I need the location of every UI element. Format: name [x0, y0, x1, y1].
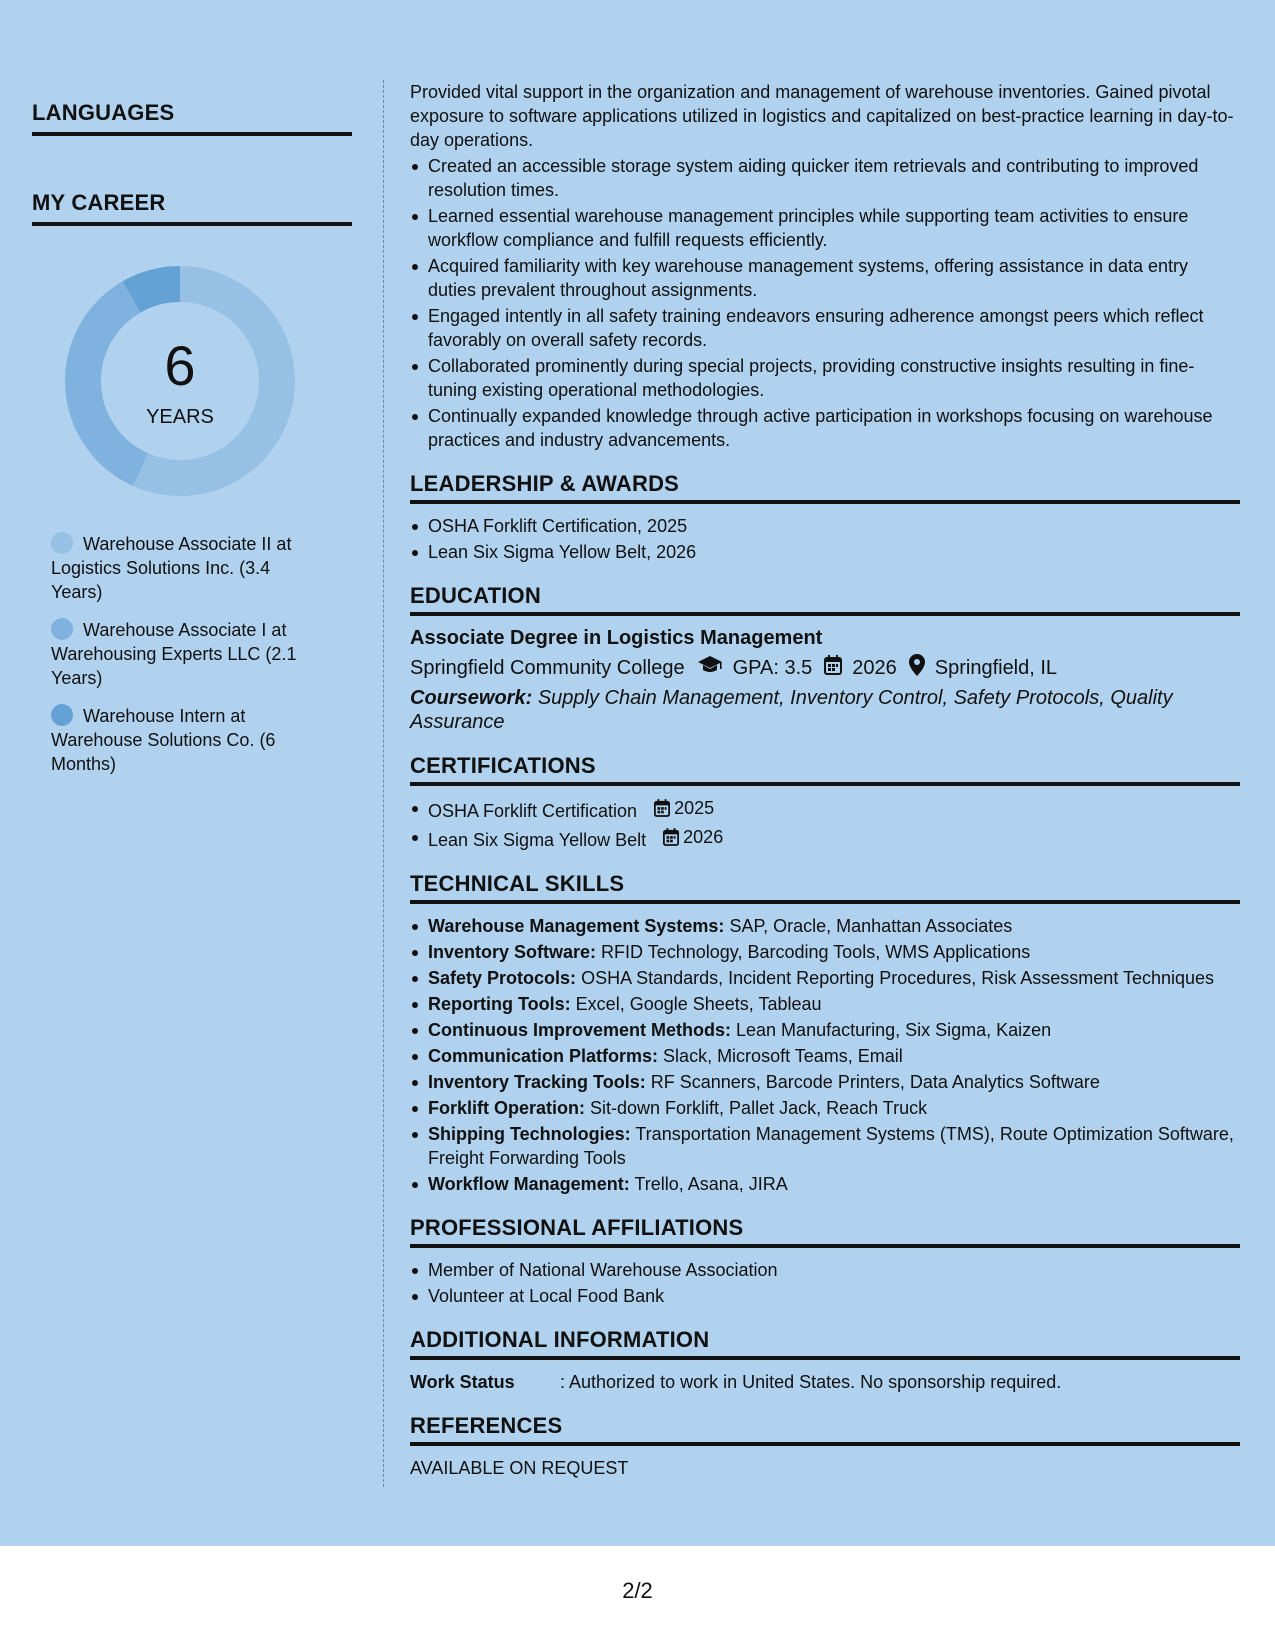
calendar-icon [824, 655, 842, 681]
list-item: Acquired familiarity with key warehouse management systems, offering assistance in data entry duties prevalent throughout assignments. [410, 254, 1240, 302]
list-item: Engaged intently in all safety training endeavors ensuring adherence amongst peers which reflect favorably on overall safety records. [410, 304, 1240, 352]
skill-label: Inventory Software: [428, 942, 597, 962]
certification-date [654, 796, 714, 820]
affiliations-list [410, 1258, 1240, 1308]
work-status-row [410, 1370, 1240, 1394]
skill-label: Communication Platforms: [428, 1046, 659, 1066]
list-item [410, 1018, 1240, 1042]
section-title-skills: TECHNICAL SKILLS [410, 872, 1240, 904]
certifications-list [410, 796, 1240, 852]
legend-dot-icon [51, 618, 73, 640]
languages-heading: LANGUAGES [32, 100, 352, 136]
list-item [410, 1096, 1240, 1120]
list-item [410, 825, 1240, 852]
list-item: Member of National Warehouse Association [410, 1258, 1240, 1282]
list-item: Volunteer at Local Food Bank [410, 1284, 1240, 1308]
skill-label: Reporting Tools: [428, 994, 571, 1014]
education-degree: Associate Degree in Logistics Management [410, 627, 823, 649]
career-heading: MY CAREER [32, 190, 352, 226]
list-item [410, 992, 1240, 1016]
sidebar [32, 100, 352, 790]
list-item: OSHA Forklift Certification, 2025 [410, 514, 1240, 538]
skill-value: Sit-down Forklift, Pallet Jack, Reach Truck [590, 1098, 928, 1118]
skill-value: Excel, Google Sheets, Tableau [575, 994, 822, 1014]
education-coursework [410, 686, 1240, 734]
skill-value: Transportation Management Systems (TMS), Route Optimization Software, Freight Forwarding Tools [428, 1124, 1234, 1168]
skill-value: OSHA Standards, Incident Reporting Procedures, Risk Assessment Techniques [581, 968, 1215, 988]
skills-list [410, 914, 1240, 1196]
skill-label: Inventory Tracking Tools: [428, 1072, 646, 1092]
list-item [410, 966, 1240, 990]
calendar-icon [663, 828, 679, 846]
donut-segment [132, 284, 181, 297]
list-item [410, 796, 1240, 823]
education-gpa: GPA: 3.5 [732, 657, 813, 679]
list-item [410, 1070, 1240, 1094]
skill-value: Lean Manufacturing, Six Sigma, Kaizen [736, 1020, 1052, 1040]
list-item: Created an accessible storage system aiding quicker item retrievals and contributing to improved resolution times. [410, 154, 1240, 202]
section-title-certifications: CERTIFICATIONS [410, 754, 1240, 786]
career-donut-chart [65, 266, 295, 496]
list-item [410, 940, 1240, 964]
section-title-additional: ADDITIONAL INFORMATION [410, 1328, 1240, 1360]
career-legend-label: Warehouse Intern at Warehouse Solutions Co. (6 Months) [51, 706, 276, 774]
skill-label: Workflow Management: [428, 1174, 630, 1194]
skill-label: Safety Protocols: [428, 968, 577, 988]
coursework-list: Supply Chain Management, Inventory Control, Safety Protocols, Quality Assurance [410, 687, 1173, 733]
career-legend-label: Warehouse Associate II at Logistics Solutions Inc. (3.4 Years) [51, 534, 292, 602]
section-title-leadership: LEADERSHIP & AWARDS [410, 472, 1240, 504]
references-text: AVAILABLE ON REQUEST [410, 1458, 629, 1478]
career-total-years: 6 [164, 334, 196, 397]
list-item: Collaborated prominently during special projects, providing constructive insights resulting in fine-tuning existing operational methodologies. [410, 354, 1240, 402]
work-status-label: Work Status [410, 1372, 515, 1392]
location-pin-icon [909, 654, 925, 682]
section-title-affiliations: PROFESSIONAL AFFILIATIONS [410, 1216, 1240, 1248]
calendar-icon [654, 799, 670, 817]
list-item: Lean Six Sigma Yellow Belt, 2026 [410, 540, 1240, 564]
list-item [410, 1172, 1240, 1196]
skill-label: Shipping Technologies: [428, 1124, 631, 1144]
coursework-label: Coursework: [410, 687, 533, 709]
education-school: Springfield Community College [410, 657, 685, 679]
list-item [410, 1122, 1240, 1170]
certification-name: OSHA Forklift Certification [428, 801, 638, 821]
certification-year: 2025 [674, 798, 715, 818]
career-legend-label: Warehouse Associate I at Warehousing Experts LLC (2.1 Years) [51, 620, 297, 688]
section-title-references: REFERENCES [410, 1414, 1240, 1446]
skill-value: Trello, Asana, JIRA [634, 1174, 788, 1194]
career-total-unit: YEARS [146, 406, 214, 428]
section-title-education: EDUCATION [410, 584, 1240, 616]
certification-name: Lean Six Sigma Yellow Belt [428, 830, 647, 850]
skill-label: Forklift Operation: [428, 1098, 585, 1118]
education-details [410, 654, 1240, 682]
skill-value: RFID Technology, Barcoding Tools, WMS Applications [601, 942, 1031, 962]
education-year: 2026 [852, 657, 897, 679]
skill-value: RF Scanners, Barcode Printers, Data Analytics Software [650, 1072, 1100, 1092]
leadership-list [410, 514, 1240, 564]
page-number: 2/2 [622, 1578, 653, 1603]
graduation-cap-icon [697, 655, 723, 681]
career-legend-item [51, 618, 321, 690]
experience-intro: Provided vital support in the organization and management of warehouse inventories. Gained pivotal exposure to software applications utilized in logistics and capitalized on best-practice learning in day-to-day operations. [410, 82, 1234, 150]
career-legend-item [51, 704, 321, 776]
list-item: Learned essential warehouse management principles while supporting team activities to ensure workflow compliance and fulfill requests efficiently. [410, 204, 1240, 252]
skill-label: Warehouse Management Systems: [428, 916, 725, 936]
main-column [410, 80, 1240, 1480]
legend-dot-icon [51, 532, 73, 554]
legend-dot-icon [51, 704, 73, 726]
experience-bullets [410, 154, 1240, 452]
list-item [410, 1044, 1240, 1068]
list-item [410, 914, 1240, 938]
certification-date [663, 825, 723, 849]
education-location: Springfield, IL [934, 657, 1058, 679]
work-status-value: : Authorized to work in United States. No sponsorship required. [560, 1372, 1062, 1392]
skill-value: SAP, Oracle, Manhattan Associates [729, 916, 1013, 936]
certification-year: 2026 [683, 827, 724, 847]
column-divider [383, 80, 384, 1487]
skill-label: Continuous Improvement Methods: [428, 1020, 731, 1040]
list-item: Continually expanded knowledge through active participation in workshops focusing on warehouse practices and industry advancements. [410, 404, 1240, 452]
career-legend [32, 532, 352, 776]
career-legend-item [51, 532, 321, 604]
skill-value: Slack, Microsoft Teams, Email [663, 1046, 903, 1066]
